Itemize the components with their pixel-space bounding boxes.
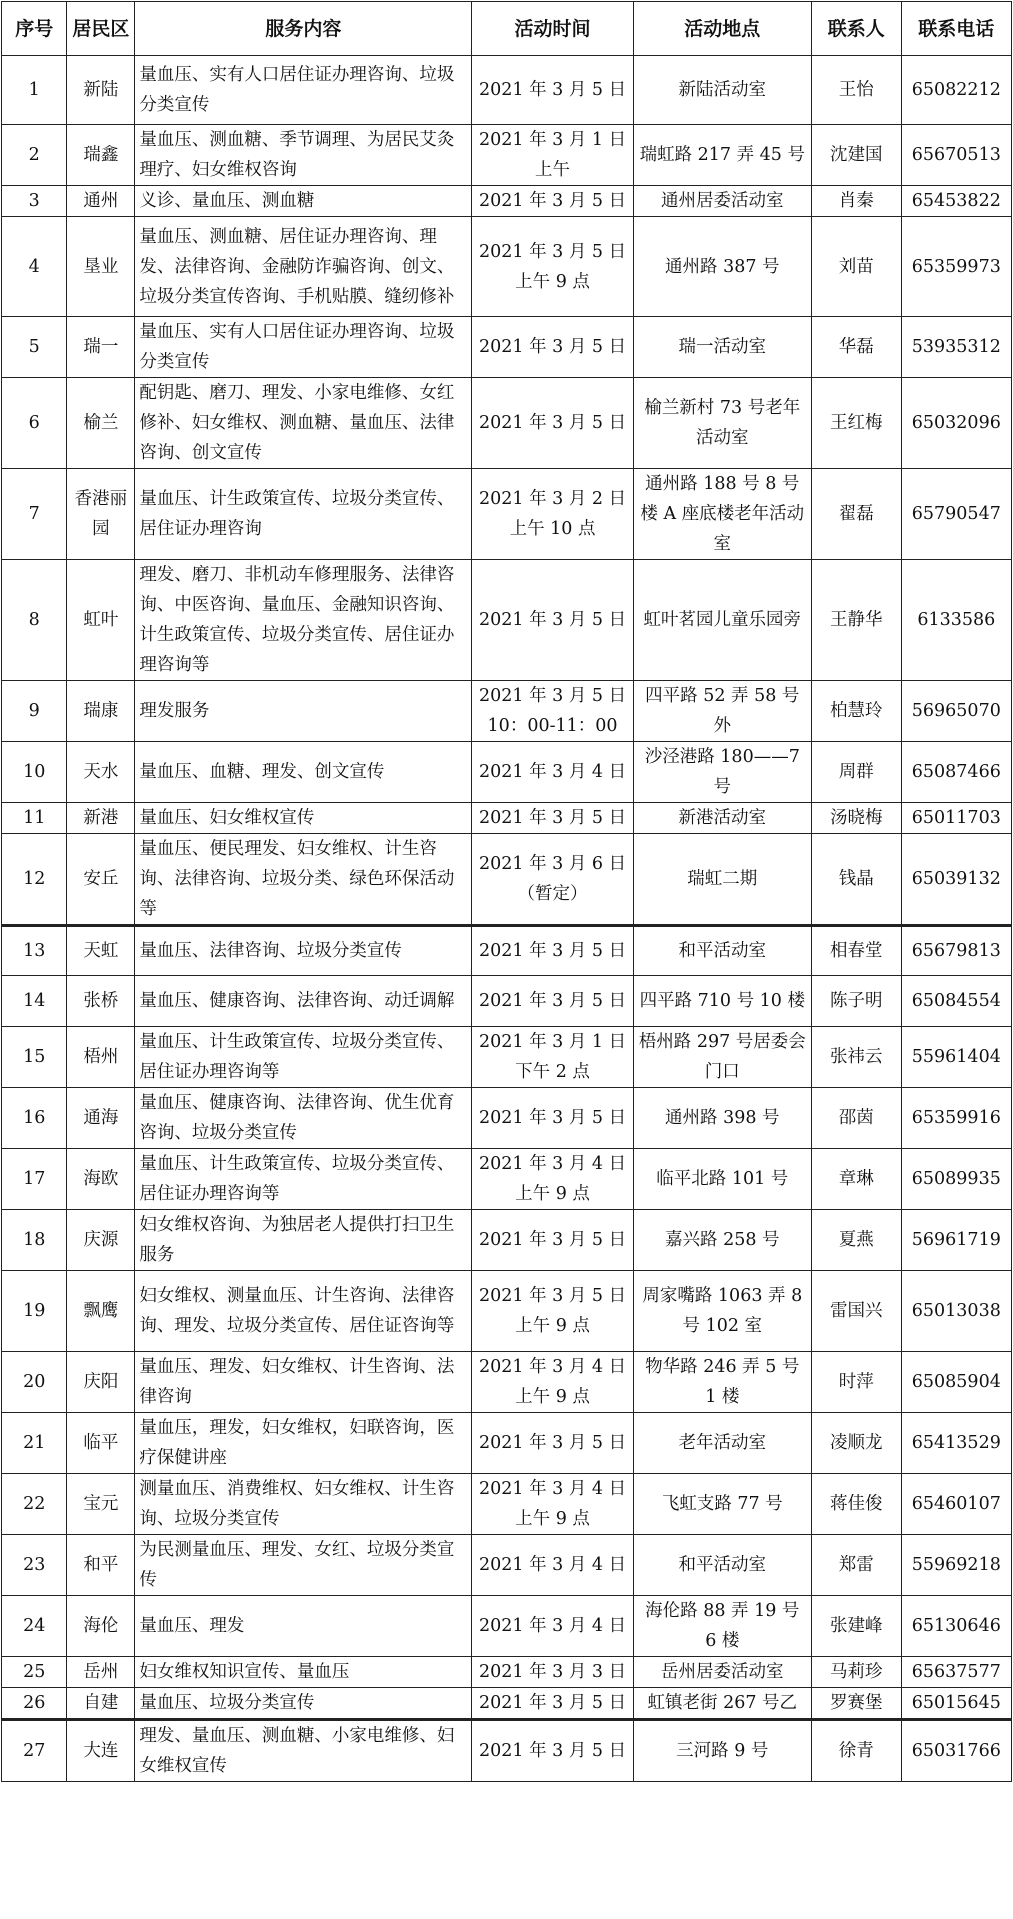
cell-phone: 65084554 <box>901 976 1011 1027</box>
cell-time: 2021 年 3 月 1 日上午 <box>472 125 633 186</box>
cell-phone: 55969218 <box>901 1535 1011 1596</box>
cell-phone: 65670513 <box>901 125 1011 186</box>
table-row <box>2 834 1012 926</box>
cell-area: 自建 <box>67 1688 135 1720</box>
cell-time: 2021 年 3 月 5 日 <box>472 926 633 976</box>
cell-place: 周家嘴路 1063 弄 8 号 102 室 <box>633 1271 811 1352</box>
cell-place: 飞虹支路 77 号 <box>633 1474 811 1535</box>
cell-phone: 65082212 <box>901 56 1011 125</box>
cell-content: 量血压，理发，妇女维权，妇联咨询，医疗保健讲座 <box>135 1413 472 1474</box>
cell-contact: 肖秦 <box>811 186 901 217</box>
cell-content: 量血压、计生政策宣传、垃圾分类宣传、居住证办理咨询等 <box>135 1027 472 1088</box>
cell-place: 嘉兴路 258 号 <box>633 1210 811 1271</box>
cell-place: 岳州居委活动室 <box>633 1657 811 1688</box>
cell-no: 15 <box>2 1027 67 1088</box>
cell-time: 2021 年 3 月 5 日 <box>472 1720 633 1782</box>
cell-contact: 陈子明 <box>811 976 901 1027</box>
cell-phone: 55961404 <box>901 1027 1011 1088</box>
cell-contact: 罗赛堡 <box>811 1688 901 1720</box>
table-row <box>2 125 1012 186</box>
table-row <box>2 803 1012 834</box>
table-row <box>2 1271 1012 1352</box>
cell-time: 2021 年 3 月 5 日 10：00-11：00 <box>472 681 633 742</box>
cell-time: 2021 年 3 月 5 日 <box>472 317 633 378</box>
cell-content: 量血压、理发、妇女维权、计生咨询、法律咨询 <box>135 1352 472 1413</box>
cell-place: 四平路 710 号 10 楼 <box>633 976 811 1027</box>
cell-place: 通州居委活动室 <box>633 186 811 217</box>
cell-content: 量血压、法律咨询、垃圾分类宣传 <box>135 926 472 976</box>
cell-no: 6 <box>2 378 67 469</box>
cell-place: 通州路 387 号 <box>633 217 811 317</box>
cell-content: 理发、量血压、测血糖、小家电维修、妇女维权宣传 <box>135 1720 472 1782</box>
cell-no: 4 <box>2 217 67 317</box>
cell-contact: 张建峰 <box>811 1596 901 1657</box>
cell-area: 榆兰 <box>67 378 135 469</box>
cell-area: 张桥 <box>67 976 135 1027</box>
header-cell-no: 序号 <box>2 2 67 56</box>
cell-place: 虹叶茗园儿童乐园旁 <box>633 560 811 681</box>
cell-content: 量血压、健康咨询、法律咨询、动迁调解 <box>135 976 472 1027</box>
cell-area: 临平 <box>67 1413 135 1474</box>
table-row <box>2 1474 1012 1535</box>
table-row <box>2 56 1012 125</box>
cell-no: 10 <box>2 742 67 803</box>
cell-contact: 章琳 <box>811 1149 901 1210</box>
cell-phone: 65790547 <box>901 469 1011 560</box>
cell-phone: 53935312 <box>901 317 1011 378</box>
cell-time: 2021 年 3 月 4 日上午 9 点 <box>472 1352 633 1413</box>
cell-content: 量血压、测血糖、季节调理、为居民艾灸理疗、妇女维权咨询 <box>135 125 472 186</box>
cell-content: 配钥匙、磨刀、理发、小家电维修、女红修补、妇女维权、测血糖、量血压、法律咨询、创文宣传 <box>135 378 472 469</box>
cell-phone: 65015645 <box>901 1688 1011 1720</box>
cell-no: 20 <box>2 1352 67 1413</box>
cell-no: 5 <box>2 317 67 378</box>
table-row <box>2 976 1012 1027</box>
cell-time: 2021 年 3 月 4 日上午 9 点 <box>472 1474 633 1535</box>
cell-time: 2021 年 3 月 5 日 <box>472 976 633 1027</box>
cell-area: 新陆 <box>67 56 135 125</box>
table-row <box>2 317 1012 378</box>
cell-no: 26 <box>2 1688 67 1720</box>
cell-contact: 马莉珍 <box>811 1657 901 1688</box>
cell-time: 2021 年 3 月 5 日 <box>472 378 633 469</box>
cell-contact: 翟磊 <box>811 469 901 560</box>
cell-no: 9 <box>2 681 67 742</box>
table-row <box>2 1720 1012 1782</box>
cell-time: 2021 年 3 月 5 日上午 9 点 <box>472 1271 633 1352</box>
cell-contact: 王静华 <box>811 560 901 681</box>
cell-content: 量血压、实有人口居住证办理咨询、垃圾分类宣传 <box>135 56 472 125</box>
cell-contact: 时萍 <box>811 1352 901 1413</box>
cell-place: 和平活动室 <box>633 1535 811 1596</box>
cell-contact: 王红梅 <box>811 378 901 469</box>
cell-area: 海伦 <box>67 1596 135 1657</box>
cell-content: 量血压、理发 <box>135 1596 472 1657</box>
cell-phone: 65130646 <box>901 1596 1011 1657</box>
cell-place: 三河路 9 号 <box>633 1720 811 1782</box>
cell-content: 理发、磨刀、非机动车修理服务、法律咨询、中医咨询、量血压、金融知识咨询、计生政策宣传、垃圾分类宣传、居住证办理咨询等 <box>135 560 472 681</box>
cell-time: 2021 年 3 月 4 日 <box>472 1535 633 1596</box>
cell-phone: 65359916 <box>901 1088 1011 1149</box>
cell-phone: 65039132 <box>901 834 1011 926</box>
table-row <box>2 469 1012 560</box>
cell-phone: 65085904 <box>901 1352 1011 1413</box>
cell-content: 妇女维权咨询、为独居老人提供打扫卫生服务 <box>135 1210 472 1271</box>
cell-contact: 沈建国 <box>811 125 901 186</box>
cell-area: 梧州 <box>67 1027 135 1088</box>
cell-area: 通海 <box>67 1088 135 1149</box>
table-row <box>2 1413 1012 1474</box>
cell-place: 梧州路 297 号居委会门口 <box>633 1027 811 1088</box>
cell-time: 2021 年 3 月 3 日 <box>472 1657 633 1688</box>
cell-content: 量血压、计生政策宣传、垃圾分类宣传、居住证办理咨询等 <box>135 1149 472 1210</box>
cell-phone: 65460107 <box>901 1474 1011 1535</box>
cell-place: 临平北路 101 号 <box>633 1149 811 1210</box>
table-row <box>2 742 1012 803</box>
cell-contact: 汤晓梅 <box>811 803 901 834</box>
cell-no: 27 <box>2 1720 67 1782</box>
cell-time: 2021 年 3 月 4 日 <box>472 742 633 803</box>
cell-content: 量血压、妇女维权宣传 <box>135 803 472 834</box>
cell-contact: 蒋佳俊 <box>811 1474 901 1535</box>
cell-phone: 6133586 <box>901 560 1011 681</box>
cell-place: 沙泾港路 180——7 号 <box>633 742 811 803</box>
cell-phone: 56961719 <box>901 1210 1011 1271</box>
table-row <box>2 1688 1012 1720</box>
table-body <box>2 56 1012 1782</box>
table-row <box>2 1596 1012 1657</box>
cell-contact: 徐青 <box>811 1720 901 1782</box>
cell-content: 妇女维权知识宣传、量血压 <box>135 1657 472 1688</box>
cell-place: 新陆活动室 <box>633 56 811 125</box>
cell-contact: 刘苗 <box>811 217 901 317</box>
cell-contact: 张祎云 <box>811 1027 901 1088</box>
cell-content: 量血压、计生政策宣传、垃圾分类宣传、居住证办理咨询 <box>135 469 472 560</box>
cell-area: 安丘 <box>67 834 135 926</box>
table-row <box>2 1535 1012 1596</box>
header-row <box>2 2 1012 56</box>
table-row <box>2 186 1012 217</box>
cell-place: 海伦路 88 弄 19 号 6 楼 <box>633 1596 811 1657</box>
cell-phone: 65087466 <box>901 742 1011 803</box>
header-cell-phone: 联系电话 <box>901 2 1011 56</box>
cell-content: 量血压、健康咨询、法律咨询、优生优育咨询、垃圾分类宣传 <box>135 1088 472 1149</box>
cell-contact: 凌顺龙 <box>811 1413 901 1474</box>
cell-phone: 65011703 <box>901 803 1011 834</box>
cell-time: 2021 年 3 月 5 日 <box>472 1413 633 1474</box>
header-cell-content: 服务内容 <box>135 2 472 56</box>
cell-area: 新港 <box>67 803 135 834</box>
table-row <box>2 217 1012 317</box>
cell-content: 量血压、血糖、理发、创文宣传 <box>135 742 472 803</box>
cell-time: 2021 年 3 月 5 日 <box>472 803 633 834</box>
cell-place: 四平路 52 弄 58 号外 <box>633 681 811 742</box>
cell-no: 22 <box>2 1474 67 1535</box>
cell-area: 天虹 <box>67 926 135 976</box>
cell-time: 2021 年 3 月 5 日 <box>472 1088 633 1149</box>
cell-no: 21 <box>2 1413 67 1474</box>
cell-content: 妇女维权、测量血压、计生咨询、法律咨询、理发、垃圾分类宣传、居住证咨询等 <box>135 1271 472 1352</box>
cell-time: 2021 年 3 月 5 日 <box>472 560 633 681</box>
cell-phone: 65359973 <box>901 217 1011 317</box>
cell-area: 天水 <box>67 742 135 803</box>
cell-contact: 雷国兴 <box>811 1271 901 1352</box>
cell-time: 2021 年 3 月 2 日上午 10 点 <box>472 469 633 560</box>
cell-no: 25 <box>2 1657 67 1688</box>
cell-phone: 65089935 <box>901 1149 1011 1210</box>
header-cell-time: 活动时间 <box>472 2 633 56</box>
cell-area: 香港丽园 <box>67 469 135 560</box>
table-row <box>2 1657 1012 1688</box>
cell-no: 24 <box>2 1596 67 1657</box>
cell-contact: 柏慧玲 <box>811 681 901 742</box>
cell-area: 海欧 <box>67 1149 135 1210</box>
cell-area: 瑞一 <box>67 317 135 378</box>
cell-time: 2021 年 3 月 5 日 <box>472 56 633 125</box>
cell-phone: 65453822 <box>901 186 1011 217</box>
table-row <box>2 378 1012 469</box>
header-cell-area: 居民区 <box>67 2 135 56</box>
table-row <box>2 1027 1012 1088</box>
cell-no: 3 <box>2 186 67 217</box>
cell-area: 瑞鑫 <box>67 125 135 186</box>
header-cell-place: 活动地点 <box>633 2 811 56</box>
cell-no: 23 <box>2 1535 67 1596</box>
cell-phone: 65031766 <box>901 1720 1011 1782</box>
cell-area: 庆源 <box>67 1210 135 1271</box>
cell-no: 14 <box>2 976 67 1027</box>
cell-phone: 65032096 <box>901 378 1011 469</box>
table-row <box>2 1210 1012 1271</box>
cell-content: 义诊、量血压、测血糖 <box>135 186 472 217</box>
cell-phone: 65679813 <box>901 926 1011 976</box>
cell-no: 16 <box>2 1088 67 1149</box>
table-row <box>2 1352 1012 1413</box>
cell-area: 虹叶 <box>67 560 135 681</box>
cell-place: 和平活动室 <box>633 926 811 976</box>
cell-phone: 65013038 <box>901 1271 1011 1352</box>
cell-no: 7 <box>2 469 67 560</box>
cell-contact: 钱晶 <box>811 834 901 926</box>
cell-place: 瑞虹二期 <box>633 834 811 926</box>
cell-phone: 65413529 <box>901 1413 1011 1474</box>
cell-content: 量血压、便民理发、妇女维权、计生咨询、法律咨询、垃圾分类、绿色环保活动等 <box>135 834 472 926</box>
cell-area: 瑞康 <box>67 681 135 742</box>
cell-time: 2021 年 3 月 5 日 <box>472 1688 633 1720</box>
cell-time: 2021 年 3 月 1 日下午 2 点 <box>472 1027 633 1088</box>
cell-contact: 王怡 <box>811 56 901 125</box>
cell-area: 大连 <box>67 1720 135 1782</box>
cell-area: 飘鹰 <box>67 1271 135 1352</box>
cell-area: 和平 <box>67 1535 135 1596</box>
cell-no: 17 <box>2 1149 67 1210</box>
cell-area: 通州 <box>67 186 135 217</box>
table-row <box>2 1088 1012 1149</box>
cell-no: 12 <box>2 834 67 926</box>
cell-contact: 相春堂 <box>811 926 901 976</box>
cell-place: 虹镇老街 267 号乙 <box>633 1688 811 1720</box>
cell-place: 瑞一活动室 <box>633 317 811 378</box>
cell-content: 为民测量血压、理发、女红、垃圾分类宣传 <box>135 1535 472 1596</box>
cell-phone: 65637577 <box>901 1657 1011 1688</box>
cell-contact: 邵茵 <box>811 1088 901 1149</box>
cell-contact: 华磊 <box>811 317 901 378</box>
table-row <box>2 560 1012 681</box>
cell-phone: 56965070 <box>901 681 1011 742</box>
cell-time: 2021 年 3 月 5 日 <box>472 186 633 217</box>
cell-place: 通州路 398 号 <box>633 1088 811 1149</box>
cell-no: 1 <box>2 56 67 125</box>
cell-place: 新港活动室 <box>633 803 811 834</box>
cell-place: 通州路 188 号 8 号楼 A 座底楼老年活动室 <box>633 469 811 560</box>
cell-no: 19 <box>2 1271 67 1352</box>
cell-contact: 郑雷 <box>811 1535 901 1596</box>
cell-time: 2021 年 3 月 6 日（暂定） <box>472 834 633 926</box>
cell-content: 量血压、垃圾分类宣传 <box>135 1688 472 1720</box>
cell-no: 18 <box>2 1210 67 1271</box>
cell-content: 量血压、测血糖、居住证办理咨询、理发、法律咨询、金融防诈骗咨询、创文、垃圾分类宣传咨询、手机贴膜、缝纫修补 <box>135 217 472 317</box>
cell-place: 瑞虹路 217 弄 45 号 <box>633 125 811 186</box>
cell-place: 老年活动室 <box>633 1413 811 1474</box>
cell-content: 测量血压、消费维权、妇女维权、计生咨询、垃圾分类宣传 <box>135 1474 472 1535</box>
cell-time: 2021 年 3 月 5 日 <box>472 1210 633 1271</box>
service-activity-table <box>1 1 1012 1782</box>
cell-time: 2021 年 3 月 5 日上午 9 点 <box>472 217 633 317</box>
cell-contact: 夏燕 <box>811 1210 901 1271</box>
header-cell-contact: 联系人 <box>811 2 901 56</box>
cell-contact: 周群 <box>811 742 901 803</box>
cell-area: 宝元 <box>67 1474 135 1535</box>
cell-time: 2021 年 3 月 4 日上午 9 点 <box>472 1149 633 1210</box>
cell-place: 榆兰新村 73 号老年活动室 <box>633 378 811 469</box>
table-row <box>2 926 1012 976</box>
cell-content: 理发服务 <box>135 681 472 742</box>
cell-no: 2 <box>2 125 67 186</box>
cell-content: 量血压、实有人口居住证办理咨询、垃圾分类宣传 <box>135 317 472 378</box>
cell-place: 物华路 246 弄 5 号 1 楼 <box>633 1352 811 1413</box>
cell-no: 8 <box>2 560 67 681</box>
cell-time: 2021 年 3 月 4 日 <box>472 1596 633 1657</box>
cell-area: 庆阳 <box>67 1352 135 1413</box>
table-row <box>2 681 1012 742</box>
cell-no: 13 <box>2 926 67 976</box>
cell-area: 岳州 <box>67 1657 135 1688</box>
cell-area: 垦业 <box>67 217 135 317</box>
table-row <box>2 1149 1012 1210</box>
cell-no: 11 <box>2 803 67 834</box>
